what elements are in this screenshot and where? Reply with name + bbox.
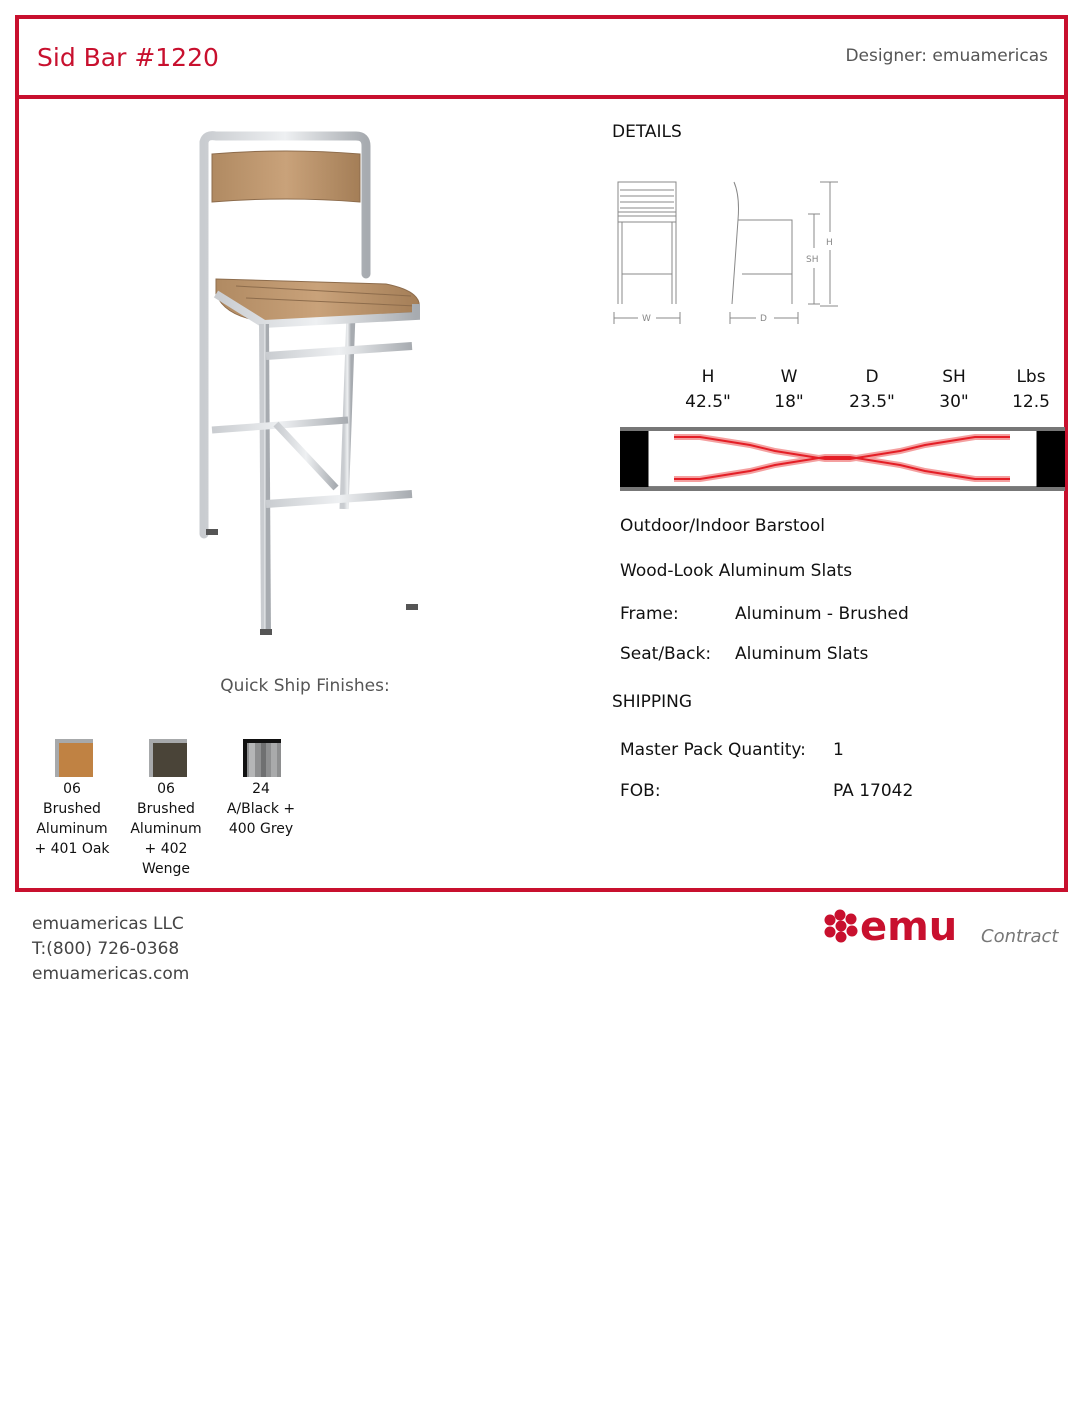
dimension-weight: Lbs 12.5 [1012,367,1050,412]
dimension-height: H 42.5" [685,367,731,412]
logo-tagline: Contract [981,926,1059,947]
footer-phone: T:(800) 726-0368 [32,939,180,959]
dimension-drawing [608,176,848,328]
svg-text:D: D [760,314,767,324]
product-image [176,124,436,644]
logo-wordmark: emu [860,905,958,949]
spec-frame-label: Frame: [620,604,679,624]
product-title: Sid Bar #1220 [37,43,219,72]
spec-seat-back-label: Seat/Back: [620,644,712,664]
details-heading: DETAILS [612,122,682,142]
finish-label-wenge: 06 Brushed Aluminum + 402 Wenge [130,781,202,877]
master-pack-label: Master Pack Quantity: [620,740,806,760]
fob-value: PA 17042 [833,781,914,801]
svg-text:W: W [642,314,651,324]
designer-credit: Designer: emuamericas [845,46,1048,66]
finishes-title: Quick Ship Finishes: [220,676,390,696]
footer-website: emuamericas.com [32,964,190,984]
fob-label: FOB: [620,781,661,801]
dimension-depth: D 23.5" [849,367,895,412]
footer-company: emuamericas LLC [32,914,184,934]
shipping-heading: SHIPPING [612,692,692,712]
master-pack-value: 1 [833,740,844,760]
finish-label-oak: 06 Brushed Aluminum + 401 Oak [34,781,110,857]
svg-text:SH: SH [806,255,819,265]
spec-seat-back-value: Aluminum Slats [735,644,869,664]
svg-text:H: H [826,238,833,248]
dimension-width: W 18" [774,367,804,412]
spec-frame-value: Aluminum - Brushed [735,604,909,624]
finish-swatch-wenge [149,739,187,777]
finish-swatch-oak [55,739,93,777]
feature-outdoor-indoor: Outdoor/Indoor Barstool [620,516,826,536]
dimension-seat-height: SH 30" [939,367,969,412]
finish-label-grey: 24 A/Black + 400 Grey [226,781,296,837]
sheet-header [19,19,1064,99]
emu-contract-logo [824,905,1068,949]
finish-swatch-grey [243,739,281,777]
stacking-illustration [620,427,1065,491]
feature-slats: Wood-Look Aluminum Slats [620,561,853,581]
